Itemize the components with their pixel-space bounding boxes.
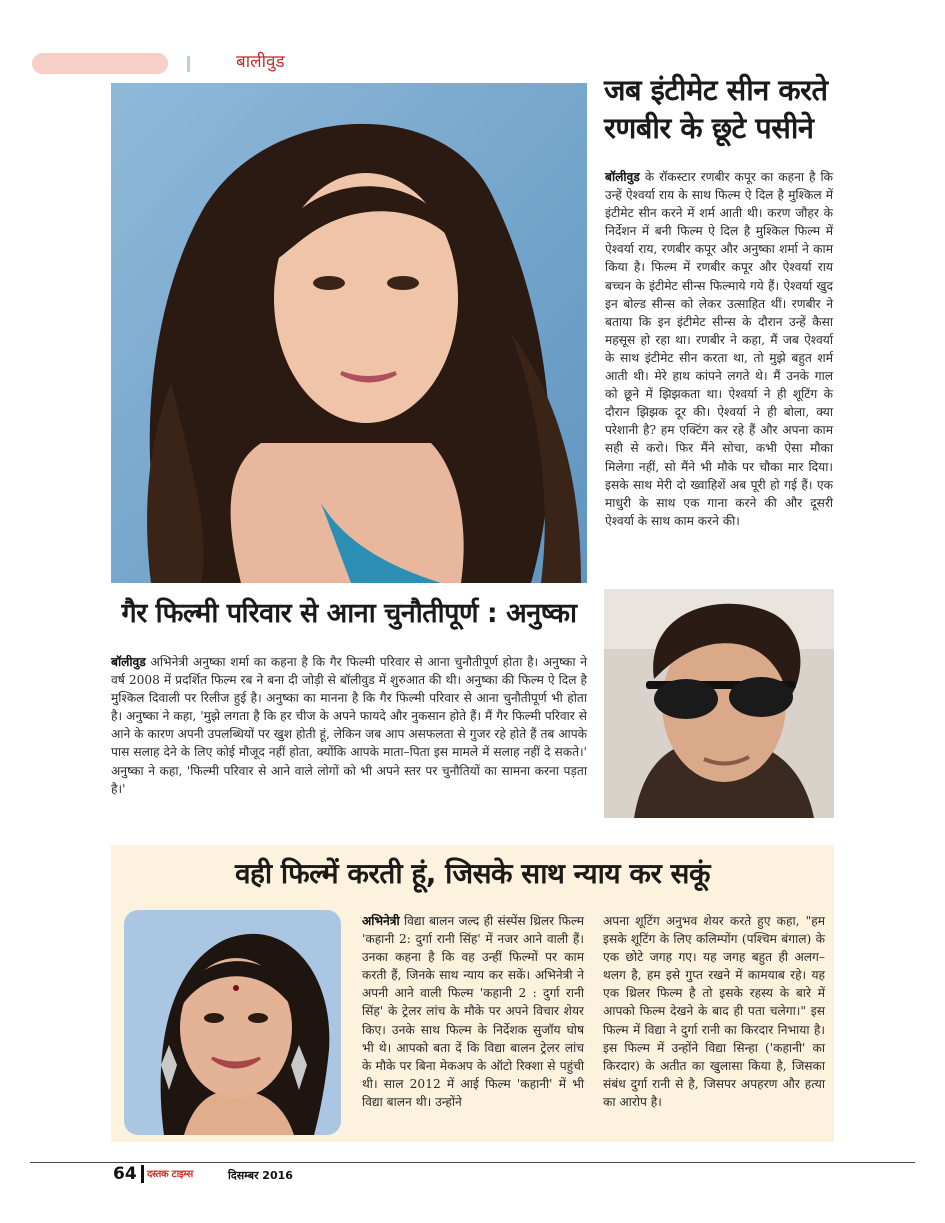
article2-text: अभिनेत्री अनुष्का शर्मा का कहना है कि गैर फिल्मी परिवार से आना चुनौतीपूर्ण होता है। अनुष्का ने वर्ष 2008 में प्रदर्शित फिल्म रब ने बना दी जोड़ी से बॉलीवुड में शुरुआत की थी। अनुष्का की फिल्म ऐ दिल है मुश्किल दिवाली पर रिलीज हुई है। अनुष्का का मानना है कि गैर फिल्मी परिवार से आना चुनौतीपूर्ण भी होता है। अनुष्का ने कहा, 'मुझे लगता है कि हर चीज के अपने फायदे और नुकसान होते हैं। मैं गैर फिल्मी परिवार से आने के कारण अपनी उपलब्धियों पर खुश होती हूं, लेकिन जब आप असफलता से गुजर रहे होते हैं तब आपके पास सलाह देने के लिए कोई मौजूद नहीं होता, क्योंकि आपके माता–पिता इस मामले में सलाह नहीं दे सकते।' अनुष्का ने कहा, 'फिल्मी परिवार से आने वाले लोगों को भी अपने स्तर पर चुनौतियों का सामना करना पड़ता है।' [111,655,587,796]
article1-text: के रॉकस्टार रणबीर कपूर का कहना है कि उन्हें ऐश्वर्या राय के साथ फिल्म ऐ दिल है मुश्किल में इंटीमेट सीन करने में शर्म आती थी। करण जौहर के निर्देशन में बनी फिल्म ऐ दिल है मुश्किल फिल्म में ऐश्वर्या राय, रणबीर कपूर और अनुष्का शर्मा ने काम किया है। फिल्म में रणबीर कपूर और ऐश्वर्या राय बच्चन के इंटीमेट सीन्स फिल्माये गये हैं। ऐश्वर्या खुद इन बोल्ड सीन्स को लेकर उत्साहित थीं। रणबीर ने बताया कि इन इंटीमेट सीन्स के दौरान उन्हें कैसा महसूस हो रहा था। रणबीर ने कहा, मैं जब ऐश्वर्या के साथ इंटीमेट सीन करता था, तो मुझे बहुत शर्म आती थी। मेरे हाथ कांपने लगते थे। मैं उनके गाल को छूने में झिझकता था। ऐश्वर्या ने ही शूटिंग के दौरान झिझक दूर की। ऐश्वर्या ने ही बोला, क्या परेशानी है? हम एक्टिंग कर रहे हैं और अपना काम सही से करो। फिर मैंने सोचा, कभी ऐसा मौका मिलेगा नहीं, सो मैंने भी मौके पर चौका मार दिया। इसके साथ मेरी दो ख्वाहिशें अब पूरी हो गई हैं। एक माधुरी के साथ एक गाना करने की और दूसरी ऐश्वर्या के साथ काम करने की। [605,170,833,528]
page-number: 64 [113,1164,137,1184]
ranbir-photo [604,589,834,818]
header-divider [187,56,190,72]
section-label: बालीवुड [236,52,285,72]
article3-body-col1 [362,912,584,1111]
vidya-photo [124,910,341,1135]
article3-body-col2 [603,912,825,1111]
article2-headline: गैर फिल्मी परिवार से आना चुनौतीपूर्ण : अनुष्का [121,598,577,629]
article2-body [111,653,587,798]
article3-text-col2: अपना शूटिंग अनुभव शेयर करते हुए कहा, "हम इसके शूटिंग के लिए कलिम्पोंग (पश्चिम बंगाल) के एक छोटे जगह गए। यह जगह बहुत ही अलग–थलग है, हम इसे गुप्त रखने में कामयाब रहे। यह एक थ्रिलर फिल्म है तो इसके रहस्य के बारे में आपको फिल्म देखने के बाद ही पता चलेगा।" इस फिल्म में विद्या ने दुर्गा रानी का किरदार निभाया है। इस फिल्म में उन्होंने विद्या सिन्हा ('कहानी' का किरदार) के अतीत का खुलासा किया है, जिसका संबंध दुर्गा रानी से है, जिसपर अपहरण और हत्या का आरोप है। [603,914,825,1109]
article1-headline [604,72,844,147]
article1-headline-line1: जब इंटीमेट सीन करते [604,73,828,107]
magazine-logo: दस्तक टाइम्स [147,1169,193,1180]
article3-text-col1: विद्या बालन जल्द ही संस्पेंस थ्रिलर फिल्म 'कहानी 2: दुर्गा रानी सिंह' में नजर आने वाली हैं। उनका कहना है कि वह उन्हीं फिल्मों पर काम करती हैं, जिनके साथ न्याय कर सकें। अभिनेत्री ने अपनी आने वाली फिल्म 'कहानी 2 : दुर्गा रानी सिंह' के ट्रेलर लांच के मौके पर अपने विचार शेयर किए। उनके साथ फिल्म के निर्देशक सुजॉय घोष भी थे। आपको बता दें कि विद्या बालन ट्रेलर लांच के मौके पर बिना मेकअप के ऑटो रिक्शा से पहुंची थी। साल 2012 में आई फिल्म 'कहानी' में भी विद्या बालन थी। उन्होंने [362,914,585,1109]
header-pill-decoration [32,53,168,74]
article2-lead: बॉलीवुड [111,655,146,669]
anushka-photo [111,83,587,583]
article3-lead: अभिनेत्री [362,914,400,928]
article1-headline-line2: रणबीर के छूटे पसीने [604,110,814,145]
issue-date: दिसम्बर 2016 [228,1169,293,1182]
article1-lead: बॉलीवुड [605,170,640,184]
article3-headline: वही फिल्में करती हूं, जिसके साथ न्याय कर सकूं [234,857,710,890]
footer-divider [141,1165,144,1183]
footer-rule [30,1162,915,1163]
article1-body [605,168,833,530]
